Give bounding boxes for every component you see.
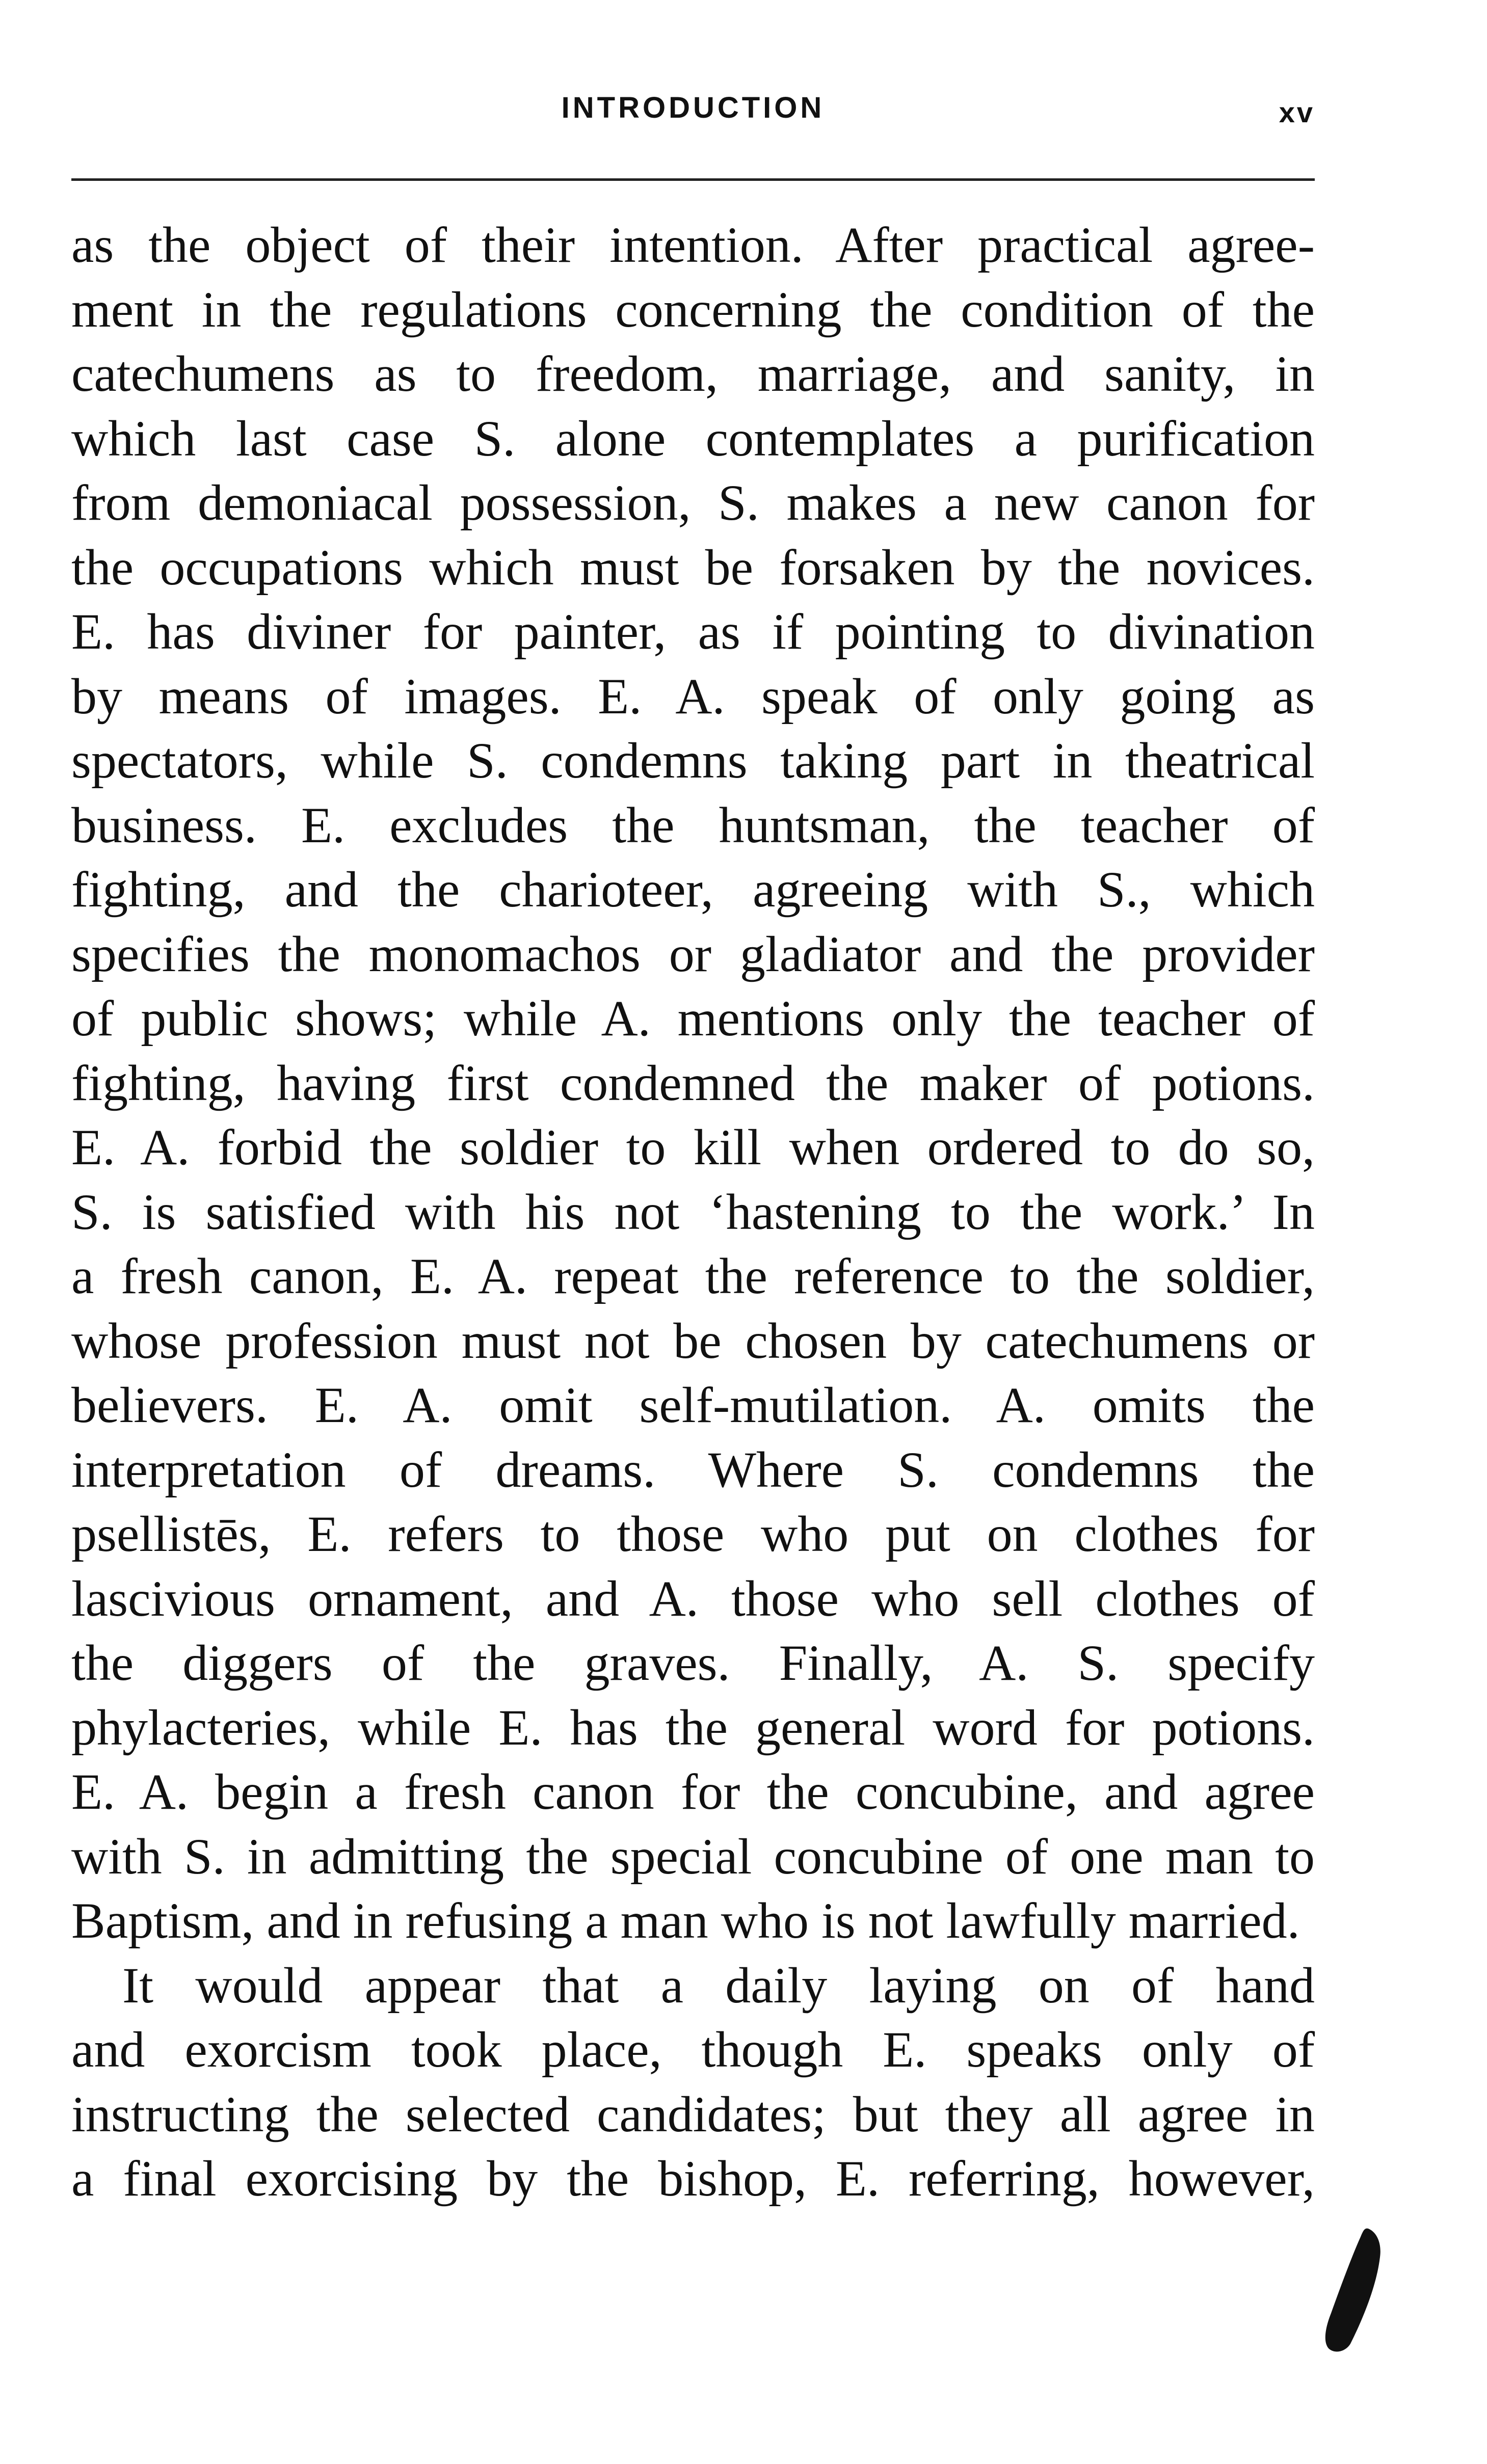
page-number: xv: [1279, 96, 1315, 128]
text-line: E. has diviner for painter, as if pointing to divination: [71, 603, 1315, 660]
text-line: specifies the monomachos or gladiator and the provider: [71, 925, 1315, 982]
text-line: which last case S. alone contemplates a purification: [71, 410, 1315, 467]
text-line: believers. E. A. omit self-mutilation. A. omits the: [71, 1377, 1315, 1433]
running-title: INTRODUCTION: [561, 91, 825, 124]
text-line: whose profession must not be chosen by catechumens or: [71, 1312, 1315, 1369]
text-line: phylacteries, while E. has the general word for potions.: [71, 1699, 1315, 1756]
text-line: business. E. excludes the huntsman, the teacher of: [71, 796, 1315, 853]
text-line: E. A. forbid the soldier to kill when ordered to do so,: [71, 1119, 1315, 1175]
text-line: ment in the regulations concerning the condition of the: [71, 281, 1315, 338]
text-line: of public shows; while A. mentions only the teacher of: [71, 990, 1315, 1047]
text-line: with S. in admitting the special concubine of one man to: [71, 1828, 1315, 1885]
header-rule: [71, 178, 1315, 181]
text-line: and exorcism took place, though E. speaks only of: [71, 2021, 1315, 2078]
paragraph-start-line: It would appear that a daily laying on of hand: [122, 1957, 1315, 2014]
text-line: spectators, while S. condemns taking part in theatrical: [71, 732, 1315, 789]
text-line: from demoniacal possession, S. makes a new canon for: [71, 474, 1315, 531]
running-head: [71, 87, 1315, 132]
text-line: by means of images. E. A. speak of only going as: [71, 667, 1315, 725]
text-line: interpretation of dreams. Where S. condemns the: [71, 1441, 1315, 1498]
ink-smudge-icon: [1320, 2227, 1386, 2354]
text-line: E. A. begin a fresh canon for the concubine, and agree: [71, 1763, 1315, 1820]
text-line: fighting, having first condemned the maker of potions.: [71, 1054, 1315, 1111]
text-line: psellistēs, E. refers to those who put on clothes for: [71, 1506, 1315, 1562]
text-line: instructing the selected candidates; but they all agree in: [71, 2085, 1315, 2142]
text-line: fighting, and the charioteer, agreeing with S., which: [71, 861, 1315, 918]
text-line: lascivious ornament, and A. those who sell clothes of: [71, 1570, 1315, 1627]
text-line: a final exorcising by the bishop, E. referring, however,: [71, 2150, 1315, 2207]
text-line: a fresh canon, E. A. repeat the reference to the soldier,: [71, 1248, 1315, 1304]
paragraph-end-line: Baptism, and in refusing a man who is not lawfully married.: [71, 1892, 1300, 1949]
text-line: as the object of their intention. After practical agree-: [71, 217, 1315, 273]
text-line: catechumens as to freedom, marriage, and sanity, in: [71, 345, 1315, 402]
body-text: [71, 213, 1315, 2211]
text-line: the occupations which must be forsaken by the novices.: [71, 539, 1315, 596]
text-line: S. is satisfied with his not ‘hastening to the work.’ In: [71, 1183, 1315, 1240]
text-line: the diggers of the graves. Finally, A. S. specify: [71, 1635, 1315, 1691]
